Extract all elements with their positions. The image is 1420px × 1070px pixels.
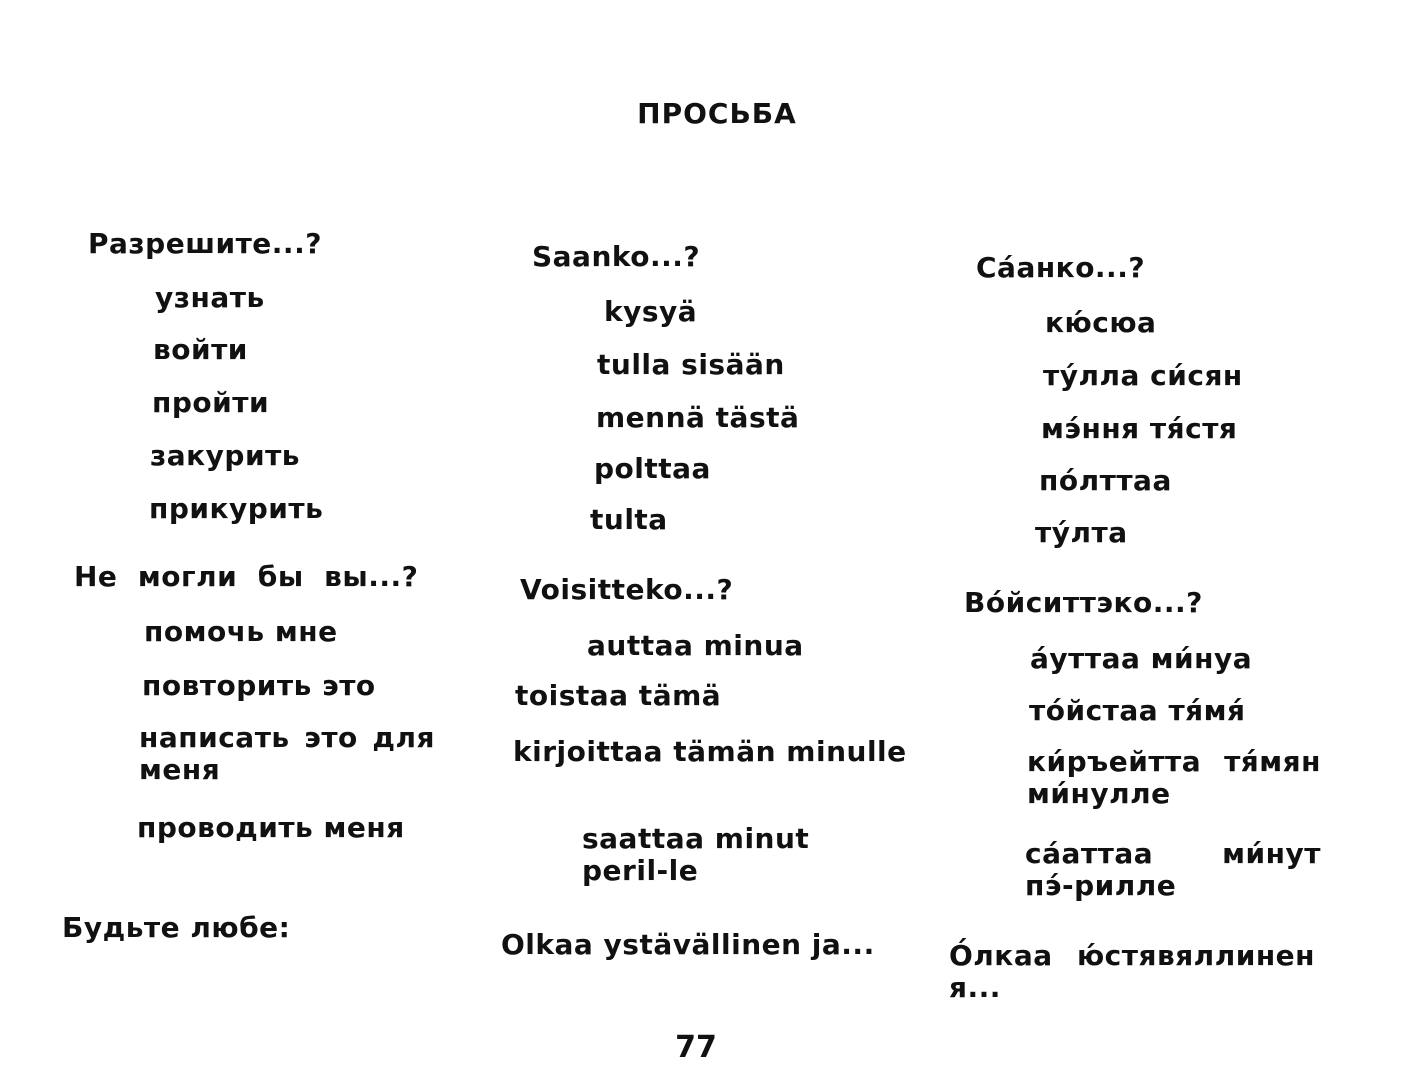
pronunciation-permit-heading: Са́анко...? bbox=[976, 251, 1146, 284]
page-number: 77 bbox=[675, 1030, 717, 1065]
finnish-could-item: saattaa minut peril-le bbox=[582, 822, 810, 887]
russian-permit-item: пройти bbox=[152, 386, 270, 419]
russian-kind-phrase: Будьте любе: bbox=[62, 911, 291, 944]
finnish-permit-item: mennä tästä bbox=[596, 401, 800, 434]
pronunciation-permit-item: ту́лта bbox=[1035, 516, 1128, 549]
russian-permit-heading: Разрешите...? bbox=[88, 227, 322, 260]
russian-permit-item: прикурить bbox=[149, 492, 324, 525]
pronunciation-permit-item: по́лттаа bbox=[1039, 464, 1172, 497]
russian-could-heading: Не могли бы вы...? bbox=[74, 560, 419, 593]
finnish-kind-phrase: Olkaa ystävällinen ja... bbox=[501, 928, 875, 961]
russian-could-item: проводить меня bbox=[137, 811, 405, 844]
russian-could-item: помочь мне bbox=[144, 615, 338, 648]
russian-permit-item: войти bbox=[153, 333, 248, 366]
russian-permit-item: узнать bbox=[155, 281, 265, 314]
pronunciation-could-item: ки́ръейтта тя́мян ми́нулле bbox=[1027, 745, 1321, 810]
pronunciation-permit-item: мэ́ння тя́стя bbox=[1041, 412, 1238, 445]
finnish-could-item: kirjoittaa tämän minulle bbox=[513, 735, 907, 768]
pronunciation-could-item: а́уттаа ми́нуа bbox=[1030, 642, 1253, 675]
finnish-permit-item: tulta bbox=[590, 503, 668, 536]
pronunciation-could-item: са́аттаа ми́нут пэ́-рилле bbox=[1025, 837, 1321, 902]
pronunciation-permit-item: ту́лла си́сян bbox=[1043, 359, 1243, 392]
finnish-could-item: auttaa minua bbox=[587, 629, 804, 662]
russian-permit-item: закурить bbox=[150, 439, 301, 472]
finnish-permit-heading: Saanko...? bbox=[532, 240, 701, 273]
finnish-could-heading: Voisitteko...? bbox=[520, 573, 734, 606]
finnish-could-item: toistaa tämä bbox=[515, 679, 722, 712]
page-title: ПРОСЬБА bbox=[637, 97, 797, 130]
pronunciation-could-item: то́йстаа тя́мя́ bbox=[1029, 694, 1246, 727]
pronunciation-could-heading: Во́йситтэко...? bbox=[964, 586, 1203, 619]
pronunciation-kind-phrase: О́лкаа ю́стявяллинен я... bbox=[949, 939, 1315, 1004]
russian-could-item: повторить это bbox=[142, 669, 376, 702]
finnish-permit-item: polttaa bbox=[594, 452, 711, 485]
pronunciation-permit-item: кю́сюа bbox=[1045, 306, 1157, 339]
finnish-permit-item: kysyä bbox=[604, 295, 698, 328]
russian-could-item: написать это для меня bbox=[139, 721, 435, 786]
finnish-permit-item: tulla sisään bbox=[597, 348, 785, 381]
